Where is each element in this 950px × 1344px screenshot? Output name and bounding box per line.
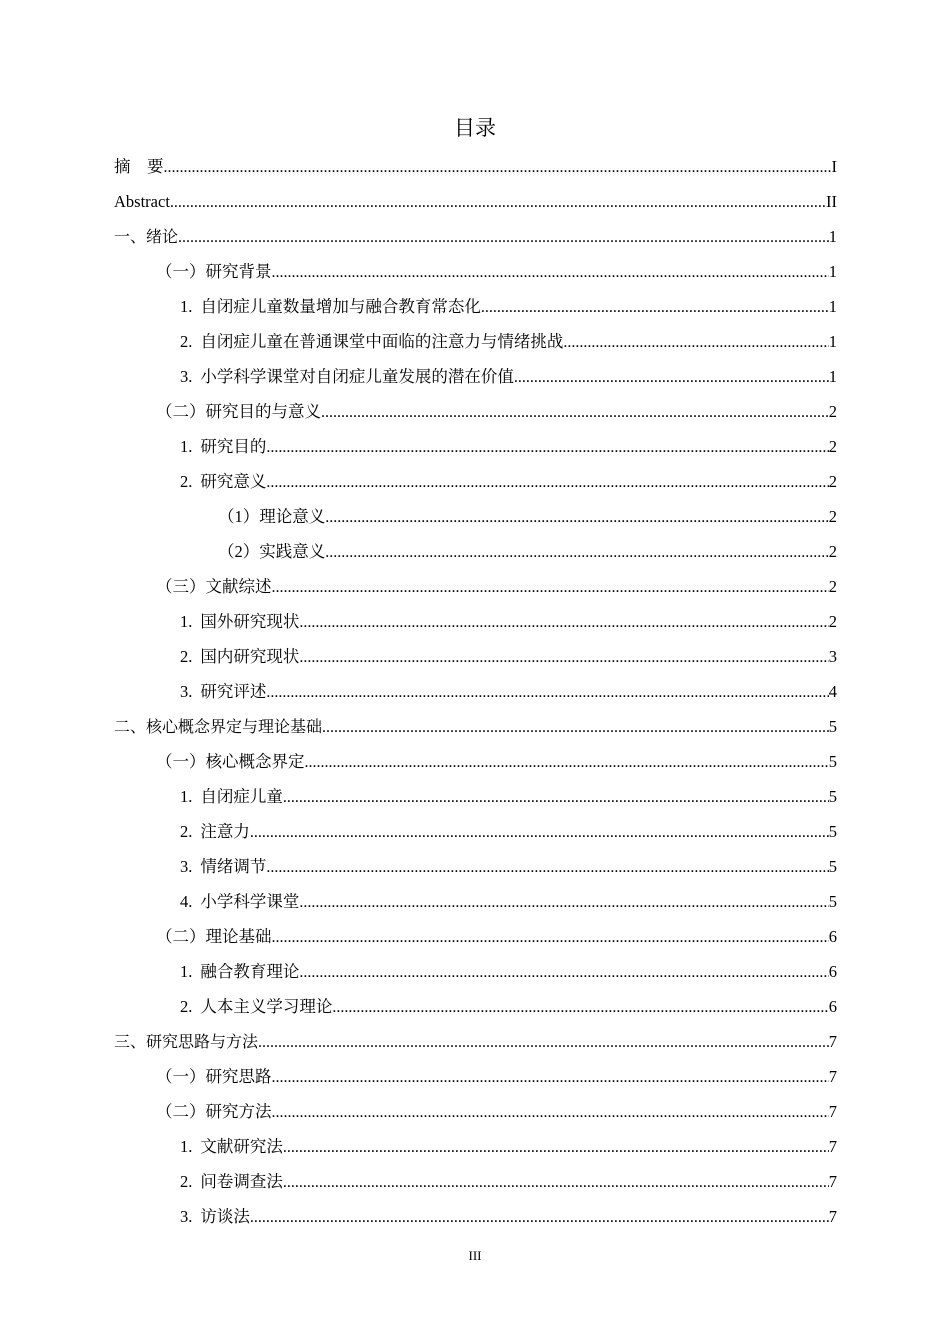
- toc-entry[interactable]: [114, 884, 837, 919]
- dot-leader: [321, 395, 829, 430]
- toc-entry-page-number: 7: [828, 1067, 837, 1086]
- toc-entry[interactable]: [114, 604, 837, 639]
- toc-entry-number: 3.: [180, 682, 193, 701]
- toc-entry[interactable]: [114, 219, 837, 254]
- toc-entry-text: （2）实践意义: [218, 542, 326, 561]
- toc-entry-page-number: 5: [828, 717, 837, 736]
- toc-entry[interactable]: [114, 429, 837, 464]
- toc-entry-number: 1.: [180, 437, 193, 456]
- toc-entry-text: 小学科学课堂对自闭症儿童发展的潜在价值: [200, 367, 514, 386]
- toc-entry-label: [180, 814, 250, 849]
- toc-entry-text: 小学科学课堂: [200, 892, 300, 911]
- toc-entry-text: 研究目的: [200, 437, 267, 456]
- toc-entry-label: [114, 709, 322, 744]
- toc-entry-text: 国外研究现状: [200, 612, 300, 631]
- toc-entry-label: [180, 884, 299, 919]
- dot-leader: [178, 220, 829, 255]
- toc-entry[interactable]: [114, 709, 837, 744]
- dot-leader: [272, 1095, 829, 1130]
- toc-entry-text: 自闭症儿童: [200, 787, 283, 806]
- toc-entry-page-number: 3: [828, 647, 837, 666]
- toc-entry-page-number: 7: [828, 1032, 837, 1051]
- dot-leader: [266, 850, 828, 885]
- dot-leader: [272, 1060, 829, 1095]
- toc-entry[interactable]: [114, 1129, 837, 1164]
- toc-entry-page-number: 7: [828, 1207, 837, 1226]
- dot-leader: [283, 1130, 829, 1165]
- toc-entry[interactable]: [114, 674, 837, 709]
- toc-entry-label: [180, 464, 266, 499]
- toc-entry-page-number: 2: [828, 402, 837, 421]
- toc-entry[interactable]: [114, 1199, 837, 1234]
- toc-entry[interactable]: [114, 289, 837, 324]
- toc-entry[interactable]: [114, 534, 837, 569]
- toc-entry-text: （一）核心概念界定: [156, 752, 305, 771]
- toc-entry-text: 一、绪论: [114, 227, 179, 246]
- dot-leader: [164, 150, 832, 185]
- toc-entry-page-number: 5: [828, 752, 837, 771]
- dot-leader: [299, 885, 828, 920]
- toc-entry-page-number: 1: [828, 227, 837, 246]
- toc-entry-text: 问卷调查法: [200, 1172, 283, 1191]
- toc-entry-text: Abstract: [114, 192, 170, 211]
- toc-entry-label: [156, 744, 305, 779]
- toc-entry-number: 1.: [180, 297, 193, 316]
- toc-entry-label: [114, 149, 164, 184]
- dot-leader: [481, 290, 829, 325]
- toc-entry-page-number: 2: [828, 542, 837, 561]
- toc-entry-page-number: I: [831, 157, 837, 176]
- dot-leader: [266, 465, 828, 500]
- dot-leader: [272, 570, 829, 605]
- toc-entry-page-number: 5: [828, 787, 837, 806]
- toc-entry-number: 1.: [180, 962, 193, 981]
- toc-entry-number: 3.: [180, 1207, 193, 1226]
- toc-entry-text: 三、研究思路与方法: [114, 1032, 259, 1051]
- dot-leader: [299, 640, 828, 675]
- toc-entry-page-number: 5: [828, 857, 837, 876]
- dot-leader: [266, 430, 828, 465]
- toc-entry[interactable]: [114, 1094, 837, 1129]
- toc-entry-text: （一）研究思路: [156, 1067, 272, 1086]
- dot-leader: [322, 710, 829, 745]
- toc-entry-label: [114, 1024, 258, 1059]
- dot-leader: [170, 185, 826, 220]
- toc-entry-number: 1.: [180, 612, 193, 631]
- toc-entry-number: 2.: [180, 1172, 193, 1191]
- dot-leader: [305, 745, 829, 780]
- dot-leader: [325, 535, 829, 570]
- toc-entry-page-number: 2: [828, 437, 837, 456]
- toc-entry-label: [114, 184, 170, 219]
- toc-entry[interactable]: [114, 499, 837, 534]
- toc-entry-number: 4.: [180, 892, 193, 911]
- toc-entry-label: [156, 1094, 272, 1129]
- toc-entry-text: （二）研究方法: [156, 1102, 272, 1121]
- toc-entry-number: 2.: [180, 332, 193, 351]
- toc-entry-label: [180, 674, 266, 709]
- toc-entry-text: 访谈法: [200, 1207, 250, 1226]
- toc-entry[interactable]: [114, 744, 837, 779]
- toc-entry[interactable]: [114, 989, 837, 1024]
- dot-leader: [250, 815, 829, 850]
- toc-entry[interactable]: [114, 149, 837, 184]
- toc-entry-page-number: 2: [828, 577, 837, 596]
- page-number-footer: III: [468, 1248, 482, 1263]
- toc-entry-label: [218, 499, 325, 534]
- toc-entry-page-number: 6: [828, 927, 837, 946]
- toc-entry-text: 融合教育理论: [200, 962, 300, 981]
- toc-entry-label: [114, 219, 178, 254]
- toc-entry[interactable]: [114, 849, 837, 884]
- toc-entry-text: （二）研究目的与意义: [156, 402, 321, 421]
- toc-entry-text: 研究评述: [200, 682, 267, 701]
- toc-entry[interactable]: [114, 359, 837, 394]
- dot-leader: [266, 675, 828, 710]
- toc-entry-label: [180, 954, 299, 989]
- dot-leader: [272, 255, 829, 290]
- toc-entry-page-number: 5: [828, 892, 837, 911]
- toc-entry[interactable]: [114, 569, 837, 604]
- toc-entry[interactable]: [114, 919, 837, 954]
- toc-entry-page-number: 2: [828, 507, 837, 526]
- toc-entry-label: [180, 1164, 283, 1199]
- toc-entry-label: [156, 1059, 272, 1094]
- toc-entry[interactable]: [114, 464, 837, 499]
- page-title: 目录: [454, 116, 496, 140]
- toc-entry[interactable]: [114, 324, 837, 359]
- toc-entry[interactable]: [114, 1024, 837, 1059]
- toc-entry-label: [156, 919, 272, 954]
- toc-entry-label: [180, 324, 563, 359]
- toc-entry-text: 自闭症儿童在普通课堂中面临的注意力与情绪挑战: [200, 332, 564, 351]
- dot-leader: [299, 605, 828, 640]
- toc-entry-number: 1.: [180, 787, 193, 806]
- dot-leader: [325, 500, 829, 535]
- toc-entry-page-number: 7: [828, 1172, 837, 1191]
- toc-entry-text: 情绪调节: [200, 857, 267, 876]
- dot-leader: [283, 780, 829, 815]
- toc-entry-label: [180, 989, 332, 1024]
- toc-entry-page-number: 1: [828, 262, 837, 281]
- toc-entry-text: 国内研究现状: [200, 647, 300, 666]
- toc-entry-page-number: 4: [828, 682, 837, 701]
- dot-leader: [283, 1165, 829, 1200]
- toc-entry-number: 2.: [180, 822, 193, 841]
- toc-entry-number: 3.: [180, 367, 193, 386]
- toc-entry-page-number: 2: [828, 472, 837, 491]
- toc-entry-number: 2.: [180, 997, 193, 1016]
- toc-entry-text: 自闭症儿童数量增加与融合教育常态化: [200, 297, 481, 316]
- toc-entry[interactable]: [114, 814, 837, 849]
- toc-entry-label: [180, 359, 514, 394]
- toc-entry-label: [180, 849, 266, 884]
- table-of-contents: [114, 149, 837, 1234]
- toc-entry-page-number: 6: [828, 962, 837, 981]
- toc-entry-page-number: 7: [828, 1102, 837, 1121]
- toc-entry-text: （1）理论意义: [218, 507, 326, 526]
- dot-leader: [332, 990, 828, 1025]
- toc-entry[interactable]: [114, 779, 837, 814]
- toc-entry-number: 3.: [180, 857, 193, 876]
- dot-leader: [250, 1200, 829, 1235]
- toc-entry-text: 文献研究法: [200, 1137, 283, 1156]
- toc-entry[interactable]: [114, 184, 837, 219]
- toc-entry-text: 人本主义学习理论: [200, 997, 333, 1016]
- dot-leader: [299, 955, 828, 990]
- toc-entry-page-number: 7: [828, 1137, 837, 1156]
- toc-entry-label: [156, 569, 272, 604]
- toc-entry-text: 摘 要: [114, 157, 164, 176]
- toc-entry-label: [180, 604, 299, 639]
- toc-entry-label: [180, 1129, 283, 1164]
- toc-entry[interactable]: [114, 954, 837, 989]
- toc-entry[interactable]: [114, 1164, 837, 1199]
- toc-entry-label: [156, 254, 272, 289]
- toc-entry-text: （三）文献综述: [156, 577, 272, 596]
- dot-leader: [272, 920, 829, 955]
- toc-entry[interactable]: [114, 254, 837, 289]
- toc-entry-number: 2.: [180, 472, 193, 491]
- toc-entry-label: [180, 429, 266, 464]
- toc-entry-label: [180, 779, 283, 814]
- toc-entry-text: （一）研究背景: [156, 262, 272, 281]
- toc-entry[interactable]: [114, 394, 837, 429]
- toc-entry-page-number: 1: [828, 332, 837, 351]
- toc-entry-number: 1.: [180, 1137, 193, 1156]
- toc-entry-page-number: 1: [828, 297, 837, 316]
- toc-entry-page-number: II: [826, 192, 837, 211]
- dot-leader: [258, 1025, 829, 1060]
- toc-entry-text: 二、核心概念界定与理论基础: [114, 717, 323, 736]
- toc-entry[interactable]: [114, 639, 837, 674]
- toc-entry-page-number: 2: [828, 612, 837, 631]
- toc-entry-label: [180, 1199, 250, 1234]
- toc-entry-label: [156, 394, 321, 429]
- toc-entry-text: （二）理论基础: [156, 927, 272, 946]
- toc-entry-page-number: 5: [828, 822, 837, 841]
- toc-entry-label: [218, 534, 325, 569]
- toc-entry-text: 注意力: [200, 822, 250, 841]
- toc-entry[interactable]: [114, 1059, 837, 1094]
- dot-leader: [514, 360, 829, 395]
- toc-entry-label: [180, 289, 481, 324]
- toc-entry-text: 研究意义: [200, 472, 267, 491]
- toc-entry-page-number: 1: [828, 367, 837, 386]
- toc-entry-page-number: 6: [828, 997, 837, 1016]
- toc-entry-number: 2.: [180, 647, 193, 666]
- toc-entry-label: [180, 639, 299, 674]
- dot-leader: [563, 325, 828, 360]
